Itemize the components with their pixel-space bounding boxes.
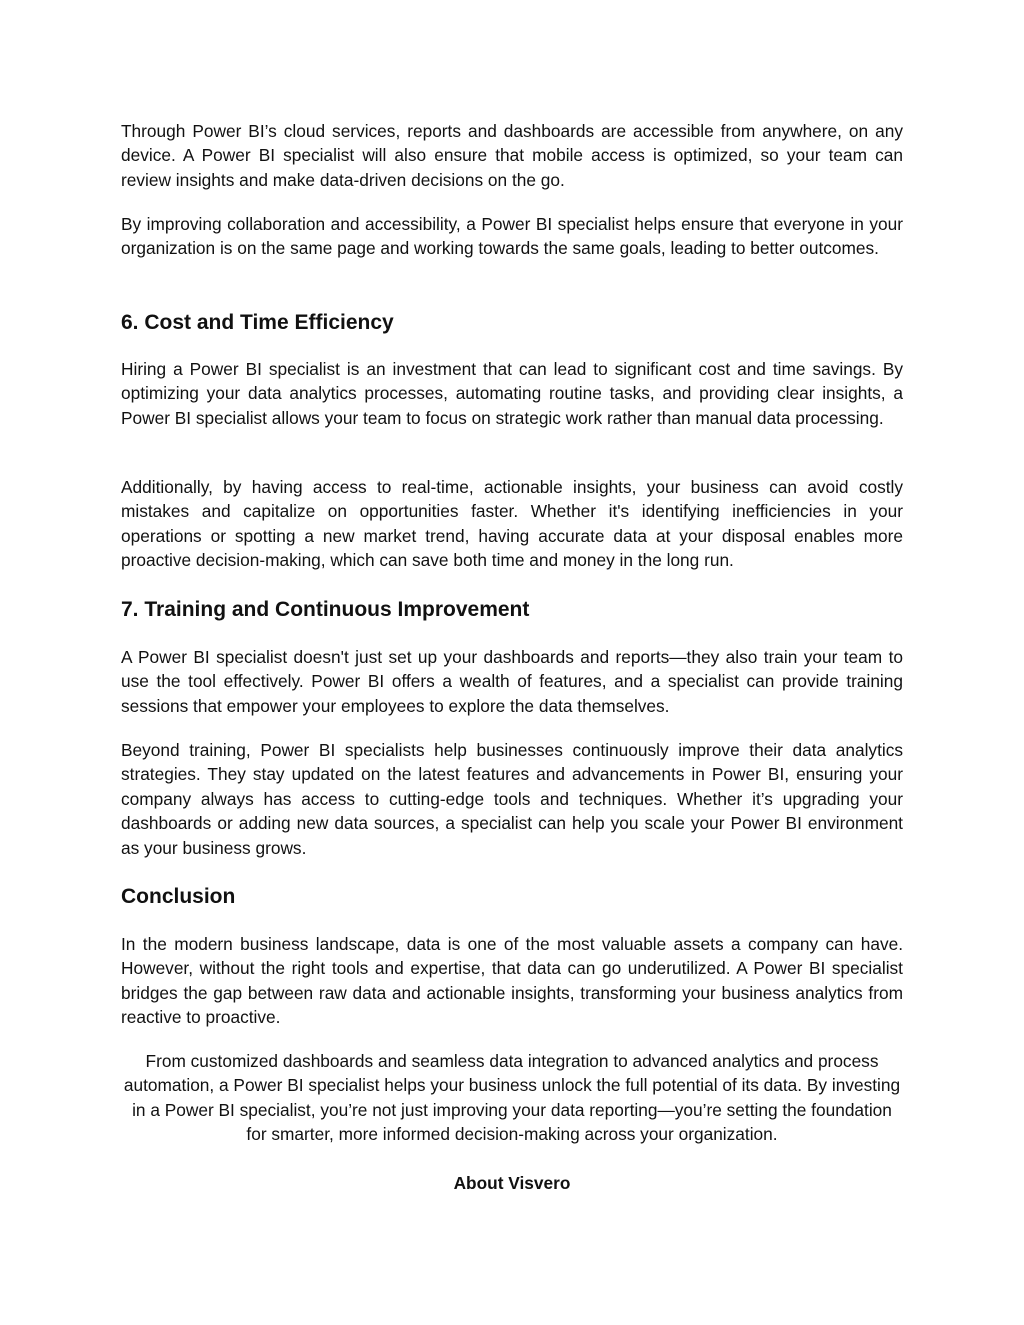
paragraph-conclusion: In the modern business landscape, data is one of the most valuable assets a company can have. However, without the right tools and expertise, that data can go underutilized. A Power BI specialist bridges the gap between raw data and actionable insights, transforming your business analytics from reactive to proactive. (121, 934, 903, 1028)
paragraph-collaboration: By improving collaboration and accessibility, a Power BI specialist helps ensure that everyone in your organization is on the same page and working towards the same goals, leading to better outcomes. (121, 214, 903, 259)
paragraph-training: A Power BI specialist doesn't just set up your dashboards and reports—they also train your team to use the tool effectively. Power BI offers a wealth of features, and a specialist can provide training sessions that empower your employees to explore the data themselves. (121, 647, 903, 716)
paragraph-continuous-improvement: Beyond training, Power BI specialists help businesses continuously improve their data analytics strategies. They stay updated on the latest features and advancements in Power BI, ensuring your company always has access to cutting-edge tools and techniques. Whether it’s upgrading your dashboards or adding new data sources, a specialist can help you scale your Power BI environment as your business grows. (121, 740, 903, 858)
paragraph-summary: From customized dashboards and seamless data integration to advanced analytics and process automation, a Power BI specialist helps your business unlock the full potential of its data. By investing in a Power BI specialist, you’re not just improving your data reporting—you’re setting the foundation for smarter, more informed decision-making across your organization. (123, 1051, 901, 1145)
heading-conclusion: Conclusion (121, 885, 236, 908)
heading-about-visvero: About Visvero (453, 1173, 571, 1193)
heading-training-improvement: 7. Training and Continuous Improvement (121, 598, 530, 621)
paragraph-cost-savings: Hiring a Power BI specialist is an investment that can lead to significant cost and time savings. By optimizing your data analytics processes, automating routine tasks, and providing clear insights, a Power BI specialist allows your team to focus on strategic work rather than manual data processing. (121, 359, 903, 428)
paragraph-cloud-access: Through Power BI’s cloud services, reports and dashboards are accessible from anywhere, on any device. A Power BI specialist will also ensure that mobile access is optimized, so your team can review insights and make data-driven decisions on the go. (121, 121, 903, 190)
paragraph-real-time-insights: Additionally, by having access to real-time, actionable insights, your business can avoid costly mistakes and capitalize on opportunities faster. Whether it's identifying inefficiencies in your operations or spotting a new market trend, having accurate data at your disposal enables more proactive decision-making, which can save both time and money in the long run. (121, 477, 903, 571)
heading-cost-time-efficiency: 6. Cost and Time Efficiency (121, 311, 394, 334)
